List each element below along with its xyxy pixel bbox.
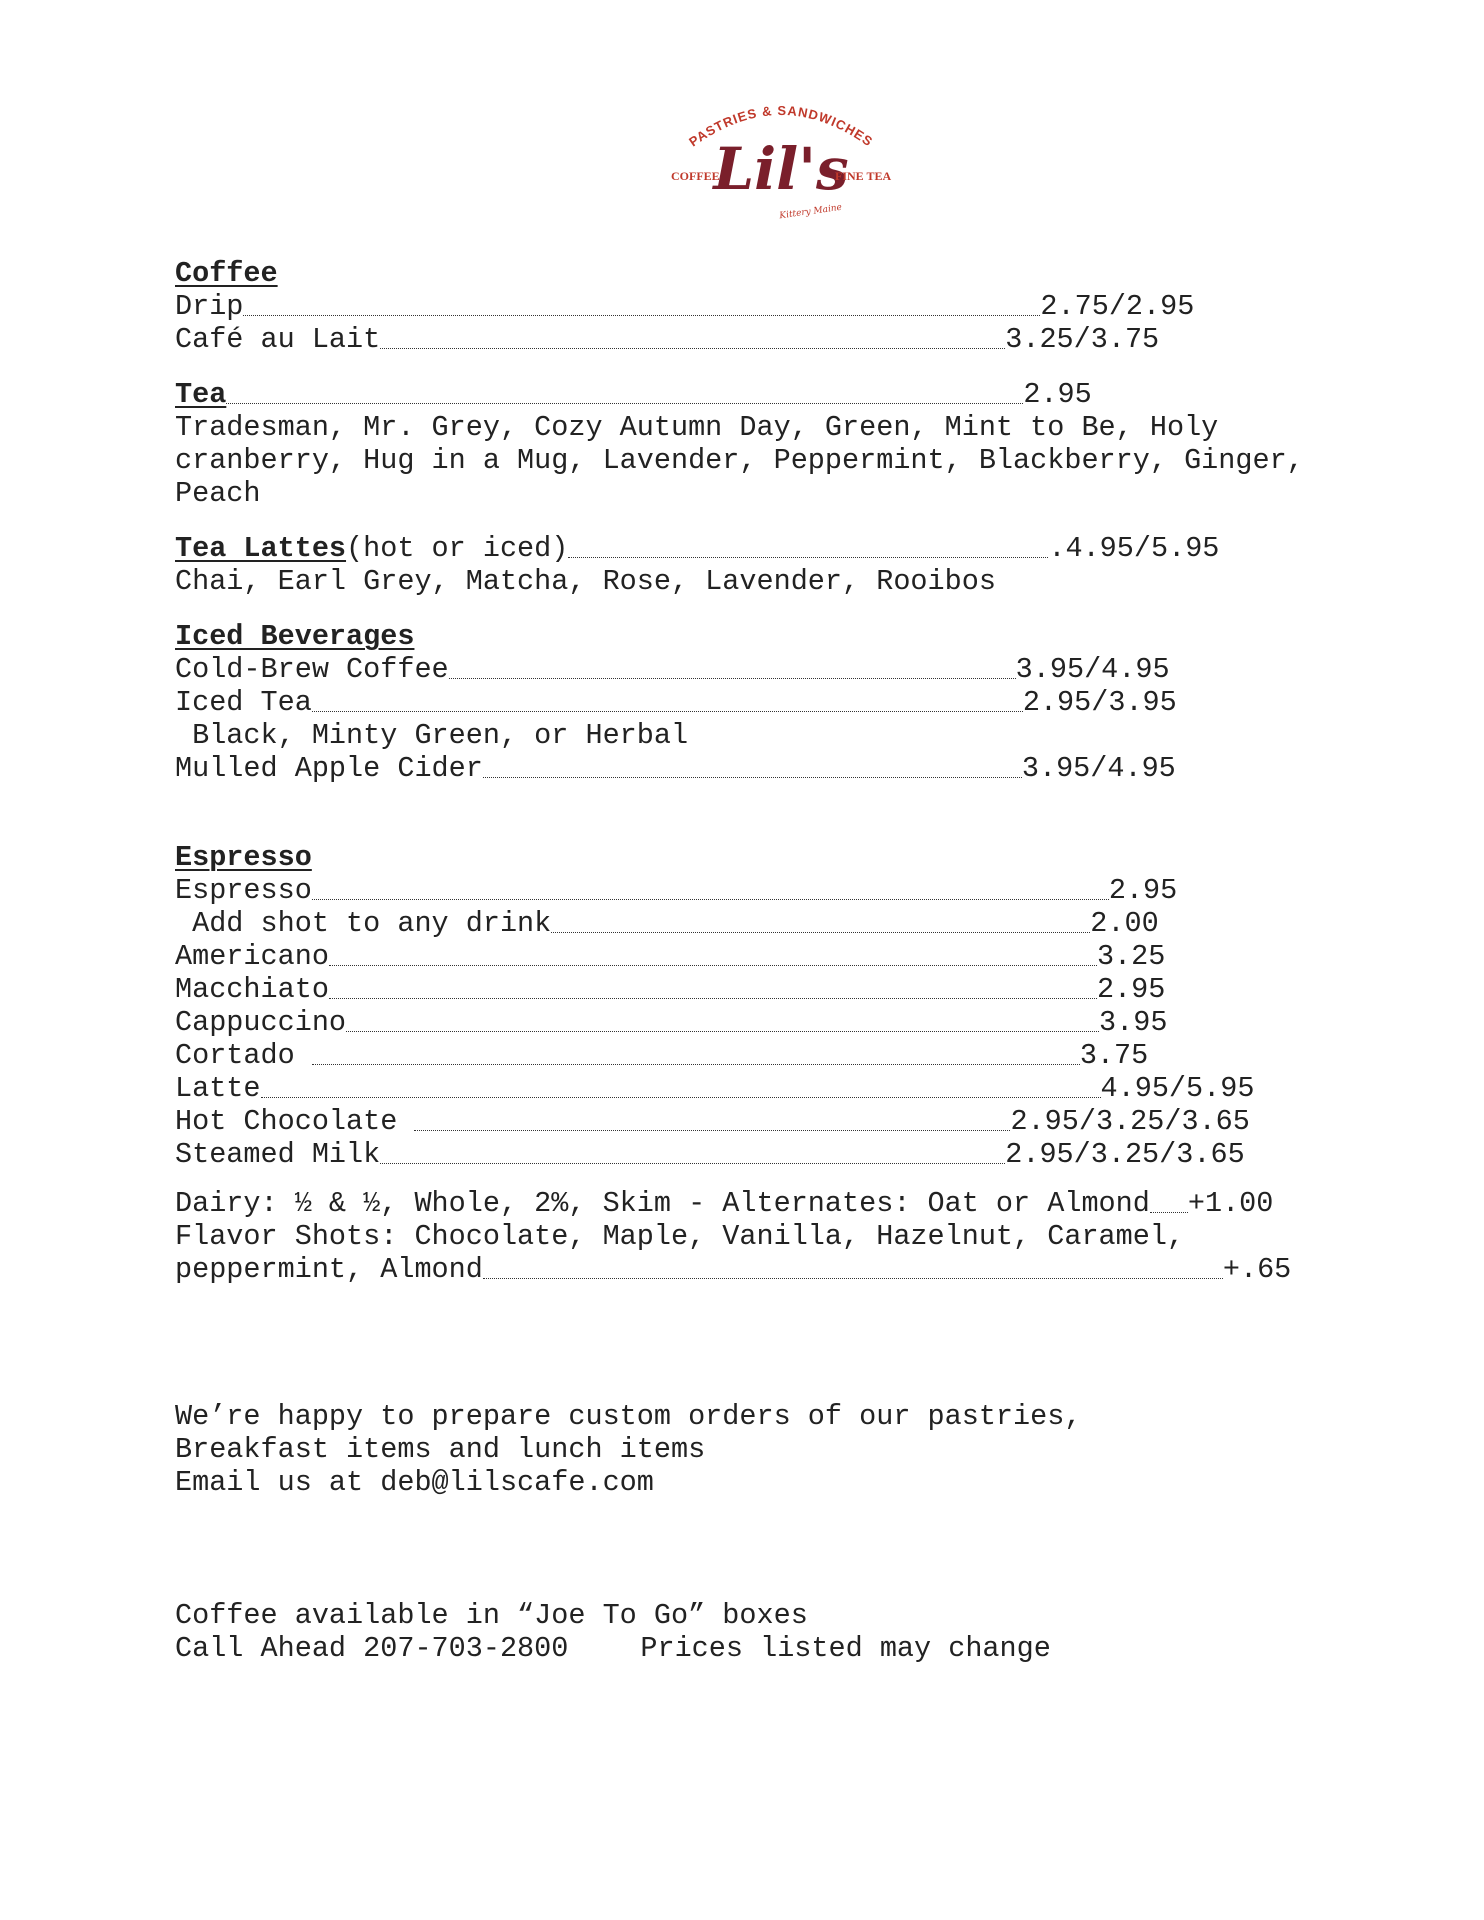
leader-dots — [568, 557, 1048, 558]
joe-to-go-text: Coffee available in “Joe To Go” boxes — [175, 1599, 808, 1632]
tea-lattes-heading: Tea Lattes — [175, 532, 347, 565]
leader-dots — [226, 403, 1023, 404]
flavor-shots-line-2 — [175, 1253, 1335, 1286]
leader-dots — [261, 1097, 1101, 1098]
leader-dots — [380, 1163, 1005, 1164]
item-price: 3.95 — [1099, 1006, 1168, 1039]
item-price: 2.95 — [1108, 874, 1178, 907]
menu-item-americano — [175, 940, 1335, 973]
custom-orders-text: We’re happy to prepare custom orders of our pastries, — [175, 1400, 1082, 1433]
coffee-section-heading — [175, 257, 1335, 290]
flavor-price: +.65 — [1222, 1253, 1292, 1286]
email-text: Email us at deb@lilscafe.com — [175, 1466, 654, 1499]
menu-item-macchiato — [175, 973, 1335, 1006]
item-name: Café au Lait — [175, 323, 381, 356]
coffee-heading: Coffee — [175, 257, 278, 290]
tea-varieties: Tradesman, Mr. Grey, Cozy Autumn Day, Green, Mint to Be, Holy cranberry, Hug in a Mug, Lavender, Peppermint, Blackberry, Ginger, Peach — [175, 411, 1304, 510]
item-price: 3.95/4.95 — [1021, 752, 1176, 785]
leader-dots — [312, 899, 1109, 900]
tea-lattes-price: .4.95/5.95 — [1048, 532, 1220, 565]
item-name: Iced Tea — [175, 686, 312, 719]
espresso-heading: Espresso — [175, 841, 312, 874]
item-price: 3.95/4.95 — [1015, 653, 1170, 686]
item-price: 2.95/3.25/3.65 — [1010, 1105, 1250, 1138]
leader-dots — [1150, 1212, 1188, 1213]
menu-item-latte — [175, 1072, 1335, 1105]
leader-dots — [243, 315, 1040, 316]
item-price: 3.25/3.75 — [1005, 323, 1160, 356]
logo-name-text: Lil's — [713, 135, 849, 203]
menu-item-drip — [175, 290, 1335, 323]
leader-dots — [483, 1278, 1223, 1279]
iced-heading: Iced Beverages — [175, 620, 415, 653]
logo-finetea-text: FINE TEA — [835, 169, 892, 183]
item-name: Drip — [175, 290, 244, 323]
logo-coffee-text: COFFEE — [671, 169, 720, 183]
menu-item-add-shot — [175, 907, 1335, 940]
leader-dots — [329, 998, 1097, 999]
leader-dots — [380, 348, 1005, 349]
item-price: 2.95/3.95 — [1022, 686, 1177, 719]
leader-dots — [312, 1064, 1080, 1065]
item-name: Cappuccino — [175, 1006, 347, 1039]
item-price: 2.00 — [1090, 907, 1159, 940]
menu-item-cold-brew — [175, 653, 1335, 686]
email-line — [175, 1466, 1335, 1499]
menu-item-espresso — [175, 874, 1335, 907]
lils-logo — [661, 92, 901, 232]
tea-section-heading — [175, 378, 1335, 411]
item-name: Hot Chocolate — [175, 1105, 415, 1138]
iced-section-heading — [175, 620, 1335, 653]
menu-item-cappuccino — [175, 1006, 1335, 1039]
call-ahead-line — [175, 1632, 1335, 1665]
leader-dots — [329, 965, 1097, 966]
item-name: Steamed Milk — [175, 1138, 381, 1171]
tea-lattes-flavors-text: Chai, Earl Grey, Matcha, Rose, Lavender, Rooibos — [175, 565, 996, 598]
leader-dots — [346, 1031, 1099, 1032]
item-name: Espresso — [175, 874, 312, 907]
item-price: 2.95/3.25/3.65 — [1005, 1138, 1245, 1171]
item-price: 3.25 — [1096, 940, 1166, 973]
menu-item-iced-tea — [175, 686, 1335, 719]
menu-item-hot-chocolate — [175, 1105, 1335, 1138]
menu-item-cafe-au-lait — [175, 323, 1335, 356]
espresso-section-heading — [175, 841, 1335, 874]
menu-item-cortado — [175, 1039, 1335, 1072]
item-price: 4.95/5.95 — [1100, 1072, 1255, 1105]
joe-to-go-line — [175, 1599, 1335, 1632]
leader-dots — [483, 777, 1022, 778]
item-name: Macchiato — [175, 973, 329, 1006]
item-name: Americano — [175, 940, 329, 973]
logo-location-text: Kittery Maine — [778, 202, 843, 222]
tea-lattes-note: (hot or iced) — [346, 532, 569, 565]
item-name: Cortado — [175, 1039, 312, 1072]
item-price: 2.95 — [1096, 973, 1166, 1006]
flavor-shots-text-2: peppermint, Almond — [175, 1253, 483, 1286]
item-name: Add shot to any drink — [175, 907, 552, 940]
flavor-shots-text: Flavor Shots: Chocolate, Maple, Vanilla, Hazelnut, Caramel, — [175, 1220, 1185, 1253]
leader-dots — [414, 1130, 1010, 1131]
menu-item-mulled-cider — [175, 752, 1335, 785]
leader-dots — [449, 678, 1016, 679]
item-price: 2.75/2.95 — [1040, 290, 1195, 323]
iced-tea-options — [175, 719, 1335, 752]
menu-item-steamed-milk — [175, 1138, 1335, 1171]
tea-lattes-section-heading — [175, 532, 1335, 565]
tea-heading: Tea — [175, 378, 227, 411]
item-name: Latte — [175, 1072, 261, 1105]
item-price: 3.75 — [1079, 1039, 1149, 1072]
dairy-text: Dairy: ½ & ½, Whole, 2%, Skim - Alternates: Oat or Almond — [175, 1187, 1150, 1220]
leader-dots — [312, 711, 1023, 712]
leader-dots — [551, 932, 1090, 933]
custom-orders-line-2 — [175, 1433, 1335, 1466]
iced-tea-options-text: Black, Minty Green, or Herbal — [175, 719, 689, 752]
custom-orders-text-2: Breakfast items and lunch items — [175, 1433, 706, 1466]
call-ahead-text: Call Ahead 207-703-2800 — [175, 1632, 569, 1665]
tea-lattes-flavors — [175, 565, 1335, 598]
dairy-price: +1.00 — [1187, 1187, 1274, 1220]
item-name: Cold-Brew Coffee — [175, 653, 449, 686]
dairy-options — [175, 1187, 1335, 1220]
item-name: Mulled Apple Cider — [175, 752, 483, 785]
logo-arc-text: PASTRIES & SANDWICHES — [686, 102, 876, 150]
flavor-shots-line-1 — [175, 1220, 1335, 1253]
custom-orders-line-1 — [175, 1400, 1335, 1433]
prices-note-text: Prices listed may change — [640, 1632, 1051, 1665]
tea-price: 2.95 — [1023, 378, 1092, 411]
